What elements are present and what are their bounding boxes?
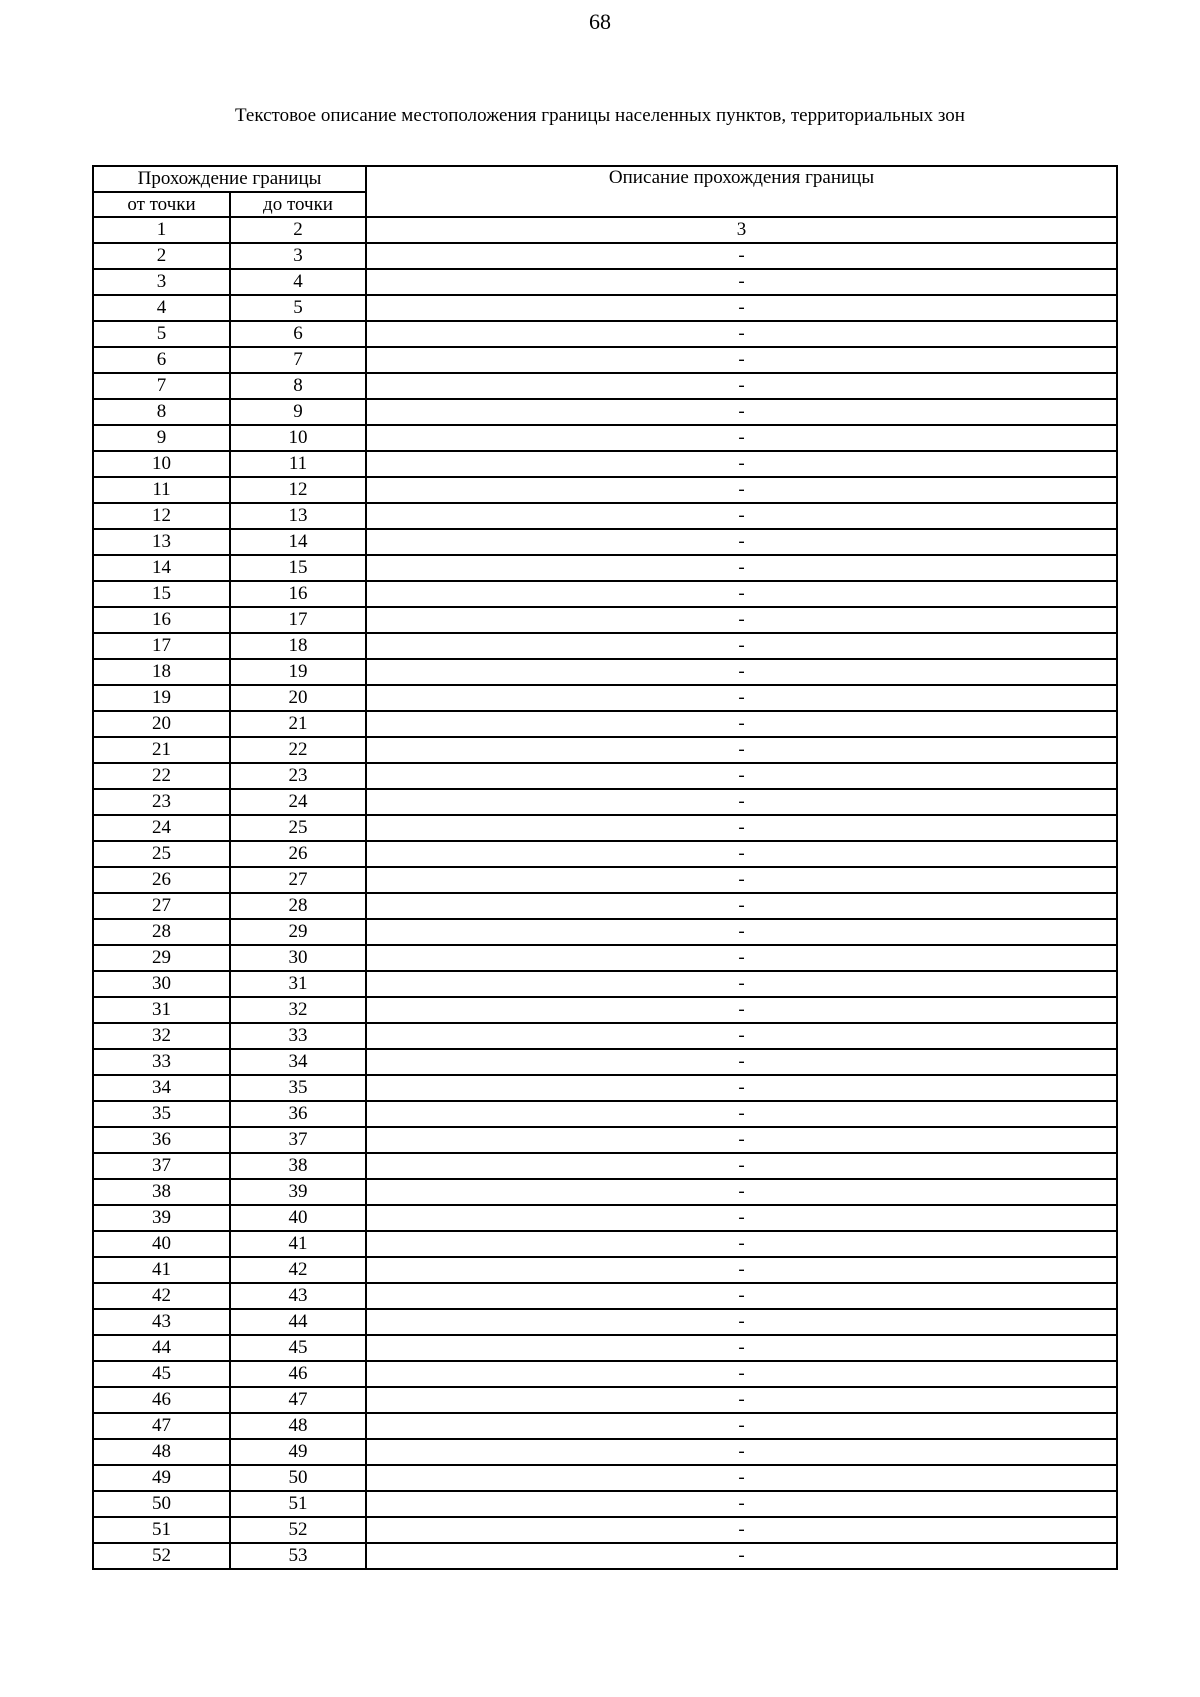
table-row: [93, 1491, 1117, 1517]
table-row: [93, 451, 1117, 477]
description-cell: -: [366, 399, 1117, 425]
description-cell: -: [366, 789, 1117, 815]
to-point-cell: 22: [230, 737, 366, 763]
description-cell: -: [366, 321, 1117, 347]
description-cell: -: [366, 711, 1117, 737]
from-point-cell: 32: [93, 1023, 230, 1049]
table-row: [93, 1023, 1117, 1049]
from-point-cell: 20: [93, 711, 230, 737]
from-point-cell: 1: [93, 217, 230, 243]
to-point-cell: 51: [230, 1491, 366, 1517]
table-row: [93, 243, 1117, 269]
table-row: [93, 789, 1117, 815]
table-row: [93, 1231, 1117, 1257]
to-point-cell: 18: [230, 633, 366, 659]
table-row: [93, 295, 1117, 321]
description-cell: -: [366, 1153, 1117, 1179]
to-point-cell: 30: [230, 945, 366, 971]
description-cell: -: [366, 997, 1117, 1023]
description-cell: -: [366, 1439, 1117, 1465]
to-point-cell: 13: [230, 503, 366, 529]
to-point-cell: 26: [230, 841, 366, 867]
description-cell: -: [366, 529, 1117, 555]
table-row: [93, 1439, 1117, 1465]
table-row: [93, 269, 1117, 295]
description-cell: -: [366, 867, 1117, 893]
from-point-cell: 29: [93, 945, 230, 971]
to-point-cell: 24: [230, 789, 366, 815]
to-point-cell: 36: [230, 1101, 366, 1127]
to-point-cell: 49: [230, 1439, 366, 1465]
to-point-cell: 32: [230, 997, 366, 1023]
from-point-cell: 25: [93, 841, 230, 867]
to-point-cell: 53: [230, 1543, 366, 1569]
table-row: [93, 685, 1117, 711]
description-cell: -: [366, 425, 1117, 451]
from-point-cell: 36: [93, 1127, 230, 1153]
to-point-cell: 19: [230, 659, 366, 685]
description-cell: -: [366, 581, 1117, 607]
description-cell: -: [366, 1205, 1117, 1231]
table-row: [93, 503, 1117, 529]
from-point-cell: 27: [93, 893, 230, 919]
from-point-cell: 47: [93, 1413, 230, 1439]
to-point-cell: 44: [230, 1309, 366, 1335]
to-point-cell: 48: [230, 1413, 366, 1439]
description-cell: -: [366, 815, 1117, 841]
from-point-cell: 41: [93, 1257, 230, 1283]
table-row: [93, 997, 1117, 1023]
from-point-cell: 7: [93, 373, 230, 399]
to-point-cell: 7: [230, 347, 366, 373]
description-cell: -: [366, 555, 1117, 581]
to-point-cell: 10: [230, 425, 366, 451]
table-row: [93, 1153, 1117, 1179]
description-cell: -: [366, 1179, 1117, 1205]
to-point-cell: 38: [230, 1153, 366, 1179]
description-cell: -: [366, 1387, 1117, 1413]
to-point-cell: 45: [230, 1335, 366, 1361]
table-row: [93, 763, 1117, 789]
to-point-cell: 46: [230, 1361, 366, 1387]
description-cell: -: [366, 1413, 1117, 1439]
header-boundary-description: Описание прохождения границы: [366, 166, 1117, 217]
from-point-cell: 13: [93, 529, 230, 555]
from-point-cell: 50: [93, 1491, 230, 1517]
description-cell: -: [366, 685, 1117, 711]
description-cell: -: [366, 945, 1117, 971]
from-point-cell: 30: [93, 971, 230, 997]
description-cell: -: [366, 659, 1117, 685]
table-row: [93, 945, 1117, 971]
description-cell: -: [366, 269, 1117, 295]
from-point-cell: 6: [93, 347, 230, 373]
from-point-cell: 39: [93, 1205, 230, 1231]
from-point-cell: 34: [93, 1075, 230, 1101]
table-row: [93, 399, 1117, 425]
from-point-cell: 45: [93, 1361, 230, 1387]
to-point-cell: 25: [230, 815, 366, 841]
description-cell: -: [366, 503, 1117, 529]
description-cell: -: [366, 1101, 1117, 1127]
from-point-cell: 48: [93, 1439, 230, 1465]
header-from-point: от точки: [93, 192, 230, 217]
to-point-cell: 34: [230, 1049, 366, 1075]
description-cell: -: [366, 1309, 1117, 1335]
to-point-cell: 29: [230, 919, 366, 945]
from-point-cell: 22: [93, 763, 230, 789]
description-cell: 3: [366, 217, 1117, 243]
table-row: [93, 1361, 1117, 1387]
table-row: [93, 1309, 1117, 1335]
from-point-cell: 44: [93, 1335, 230, 1361]
description-cell: -: [366, 1127, 1117, 1153]
from-point-cell: 38: [93, 1179, 230, 1205]
table-header: [93, 166, 1117, 217]
description-cell: -: [366, 1023, 1117, 1049]
from-point-cell: 2: [93, 243, 230, 269]
to-point-cell: 35: [230, 1075, 366, 1101]
from-point-cell: 23: [93, 789, 230, 815]
to-point-cell: 27: [230, 867, 366, 893]
table-row: [93, 633, 1117, 659]
header-to-point: до точки: [230, 192, 366, 217]
description-cell: -: [366, 477, 1117, 503]
from-point-cell: 15: [93, 581, 230, 607]
to-point-cell: 14: [230, 529, 366, 555]
from-point-cell: 46: [93, 1387, 230, 1413]
from-point-cell: 37: [93, 1153, 230, 1179]
to-point-cell: 33: [230, 1023, 366, 1049]
to-point-cell: 40: [230, 1205, 366, 1231]
from-point-cell: 19: [93, 685, 230, 711]
table-row: [93, 1049, 1117, 1075]
table-row: [93, 217, 1117, 243]
from-point-cell: 9: [93, 425, 230, 451]
from-point-cell: 35: [93, 1101, 230, 1127]
to-point-cell: 39: [230, 1179, 366, 1205]
table-row: [93, 477, 1117, 503]
description-cell: -: [366, 1543, 1117, 1569]
from-point-cell: 21: [93, 737, 230, 763]
to-point-cell: 6: [230, 321, 366, 347]
table-row: [93, 659, 1117, 685]
boundary-description-table: [92, 165, 1118, 1570]
description-cell: -: [366, 295, 1117, 321]
from-point-cell: 17: [93, 633, 230, 659]
description-cell: -: [366, 919, 1117, 945]
to-point-cell: 2: [230, 217, 366, 243]
to-point-cell: 9: [230, 399, 366, 425]
table-row: [93, 1335, 1117, 1361]
to-point-cell: 4: [230, 269, 366, 295]
table-row: [93, 607, 1117, 633]
to-point-cell: 37: [230, 1127, 366, 1153]
table-row: [93, 1465, 1117, 1491]
table-row: [93, 1283, 1117, 1309]
to-point-cell: 23: [230, 763, 366, 789]
table-row: [93, 919, 1117, 945]
description-cell: -: [366, 1335, 1117, 1361]
from-point-cell: 26: [93, 867, 230, 893]
table-body: [93, 217, 1117, 1569]
to-point-cell: 15: [230, 555, 366, 581]
to-point-cell: 28: [230, 893, 366, 919]
from-point-cell: 33: [93, 1049, 230, 1075]
table-row: [93, 373, 1117, 399]
table-row: [93, 893, 1117, 919]
description-cell: -: [366, 1257, 1117, 1283]
from-point-cell: 31: [93, 997, 230, 1023]
table-row: [93, 1179, 1117, 1205]
to-point-cell: 21: [230, 711, 366, 737]
to-point-cell: 8: [230, 373, 366, 399]
table-row: [93, 711, 1117, 737]
from-point-cell: 4: [93, 295, 230, 321]
table-row: [93, 321, 1117, 347]
description-cell: -: [366, 763, 1117, 789]
to-point-cell: 16: [230, 581, 366, 607]
document-title: Текстовое описание местоположения границы населенных пунктов, территориальных зон: [235, 105, 965, 126]
from-point-cell: 51: [93, 1517, 230, 1543]
table-row: [93, 425, 1117, 451]
description-cell: -: [366, 607, 1117, 633]
from-point-cell: 42: [93, 1283, 230, 1309]
from-point-cell: 28: [93, 919, 230, 945]
to-point-cell: 17: [230, 607, 366, 633]
description-cell: -: [366, 1049, 1117, 1075]
table-row: [93, 1075, 1117, 1101]
table-row: [93, 1413, 1117, 1439]
from-point-cell: 52: [93, 1543, 230, 1569]
description-cell: -: [366, 1491, 1117, 1517]
from-point-cell: 5: [93, 321, 230, 347]
from-point-cell: 24: [93, 815, 230, 841]
description-cell: -: [366, 347, 1117, 373]
table-row: [93, 1387, 1117, 1413]
from-point-cell: 3: [93, 269, 230, 295]
to-point-cell: 20: [230, 685, 366, 711]
table-row: [93, 841, 1117, 867]
description-cell: -: [366, 1231, 1117, 1257]
to-point-cell: 3: [230, 243, 366, 269]
table-row: [93, 867, 1117, 893]
table-row: [93, 737, 1117, 763]
to-point-cell: 43: [230, 1283, 366, 1309]
from-point-cell: 49: [93, 1465, 230, 1491]
table-row: [93, 1517, 1117, 1543]
to-point-cell: 50: [230, 1465, 366, 1491]
page-number: 68: [589, 9, 611, 34]
description-cell: -: [366, 373, 1117, 399]
description-cell: -: [366, 971, 1117, 997]
description-cell: -: [366, 451, 1117, 477]
description-cell: -: [366, 841, 1117, 867]
from-point-cell: 11: [93, 477, 230, 503]
from-point-cell: 18: [93, 659, 230, 685]
header-boundary-passage: Прохождение границы: [93, 166, 366, 192]
from-point-cell: 40: [93, 1231, 230, 1257]
to-point-cell: 52: [230, 1517, 366, 1543]
table-row: [93, 1127, 1117, 1153]
table-row: [93, 1101, 1117, 1127]
from-point-cell: 12: [93, 503, 230, 529]
to-point-cell: 12: [230, 477, 366, 503]
to-point-cell: 5: [230, 295, 366, 321]
from-point-cell: 10: [93, 451, 230, 477]
description-cell: -: [366, 893, 1117, 919]
description-cell: -: [366, 1465, 1117, 1491]
table-row: [93, 581, 1117, 607]
description-cell: -: [366, 1517, 1117, 1543]
to-point-cell: 42: [230, 1257, 366, 1283]
to-point-cell: 31: [230, 971, 366, 997]
table-row: [93, 1257, 1117, 1283]
from-point-cell: 16: [93, 607, 230, 633]
table-row: [93, 971, 1117, 997]
table-row: [93, 815, 1117, 841]
to-point-cell: 11: [230, 451, 366, 477]
table-row: [93, 555, 1117, 581]
table-row: [93, 529, 1117, 555]
description-cell: -: [366, 1361, 1117, 1387]
header-row-group: [93, 166, 1117, 192]
from-point-cell: 14: [93, 555, 230, 581]
to-point-cell: 47: [230, 1387, 366, 1413]
description-cell: -: [366, 737, 1117, 763]
table-row: [93, 1543, 1117, 1569]
table-row: [93, 1205, 1117, 1231]
description-cell: -: [366, 1283, 1117, 1309]
description-cell: -: [366, 633, 1117, 659]
from-point-cell: 8: [93, 399, 230, 425]
description-cell: -: [366, 1075, 1117, 1101]
description-cell: -: [366, 243, 1117, 269]
from-point-cell: 43: [93, 1309, 230, 1335]
table-row: [93, 347, 1117, 373]
to-point-cell: 41: [230, 1231, 366, 1257]
